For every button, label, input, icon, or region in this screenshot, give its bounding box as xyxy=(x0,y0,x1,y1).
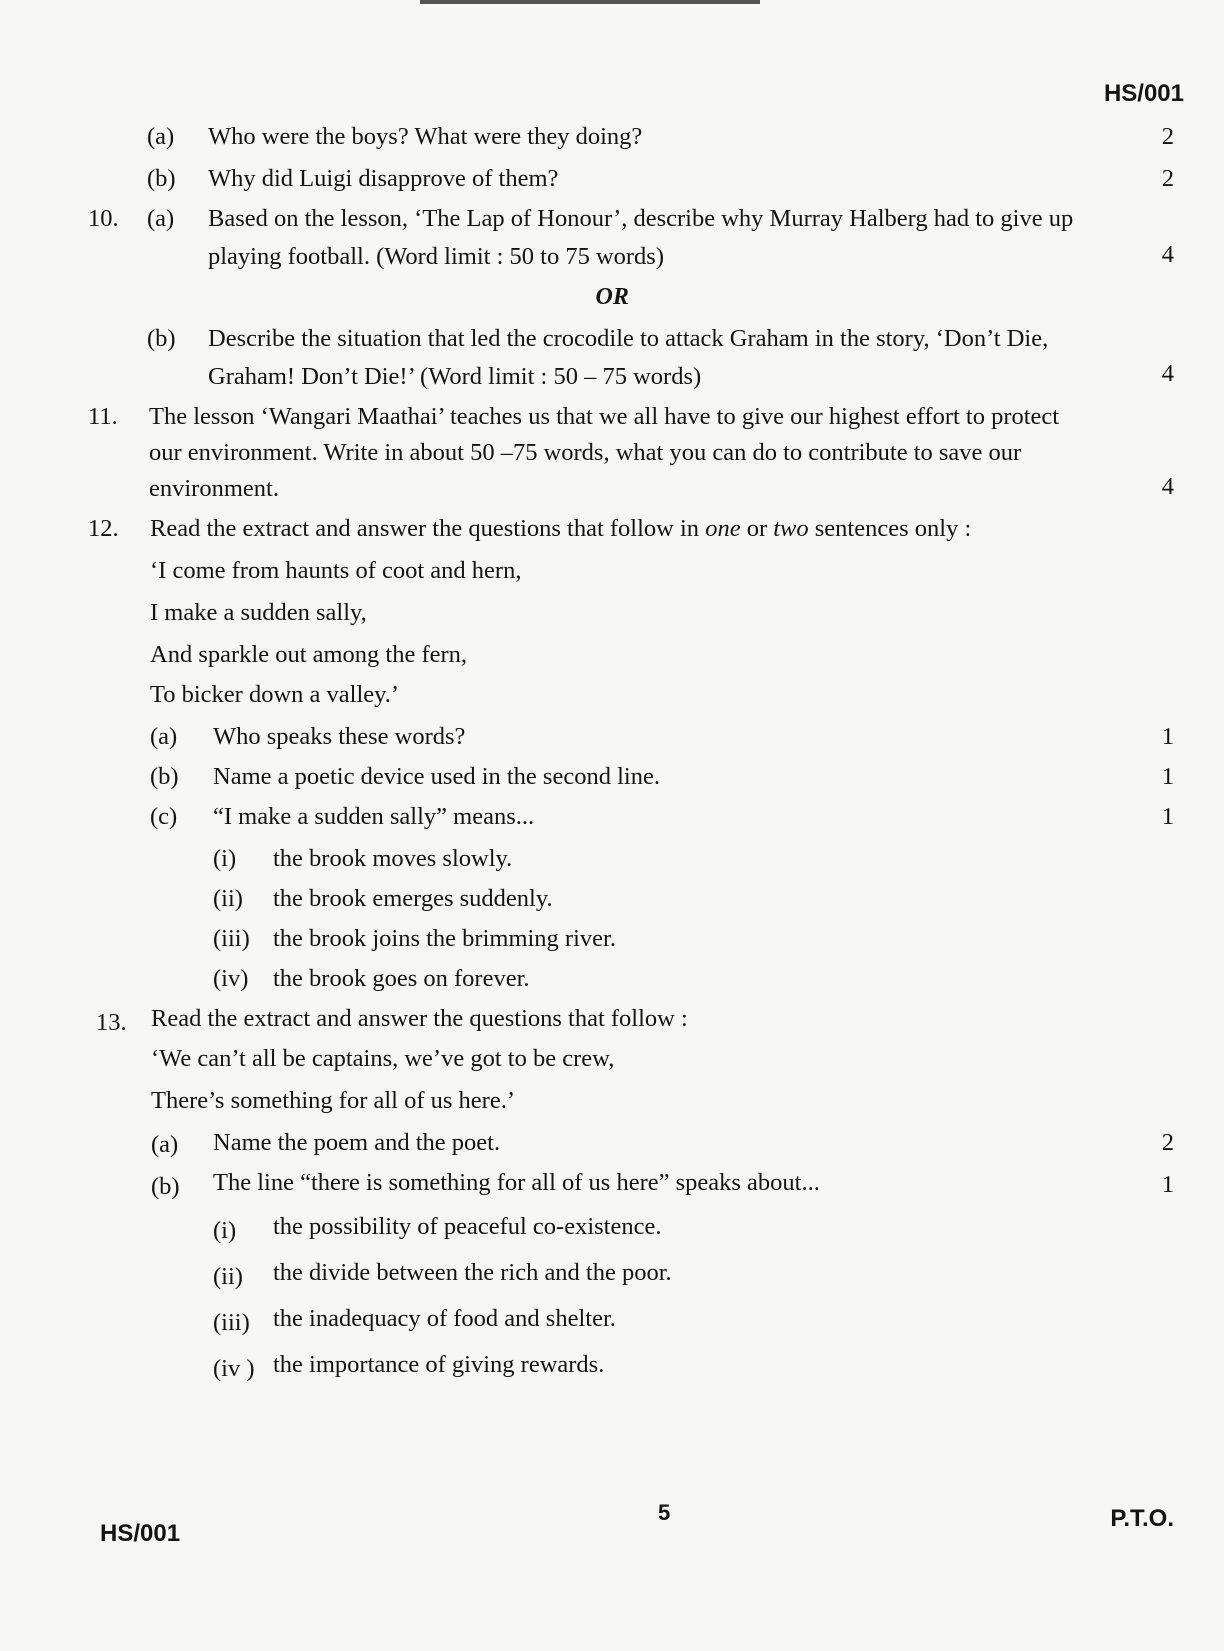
q10-number: 10. xyxy=(88,205,119,232)
header-code: HS/001 xyxy=(1103,80,1184,107)
q12-option-label: (iii) xyxy=(213,925,250,952)
q12-number: 12. xyxy=(88,515,119,542)
q13-poem-line-1: ‘We can’t all be captains, we’ve got to be crew, xyxy=(151,1045,615,1072)
q10a-marks: 4 xyxy=(1161,241,1174,268)
page-number: 5 xyxy=(658,1500,671,1525)
q11-marks: 4 xyxy=(1161,473,1174,500)
q9b-marks: 2 xyxy=(1161,165,1174,192)
q12-option-text: the brook goes on forever. xyxy=(273,965,530,992)
q12-option-label: (ii) xyxy=(213,885,243,912)
q13-option-text: the divide between the rich and the poor. xyxy=(273,1259,672,1286)
q12-poem-line-2: I make a sudden sally, xyxy=(150,599,367,626)
q12c-label: (c) xyxy=(150,803,178,830)
q9b-label: (b) xyxy=(147,165,176,192)
top-rule xyxy=(420,0,760,4)
q13-number: 13. xyxy=(96,1009,127,1036)
pto-label: P.T.O. xyxy=(1110,1505,1174,1532)
q10a-line2: playing football. (Word limit : 50 to 75 words) xyxy=(208,243,664,270)
q11-line1: The lesson ‘Wangari Maathai’ teaches us that we all have to give our highest effort to protect xyxy=(149,403,1060,430)
q13-intro: Read the extract and answer the questions that follow : xyxy=(151,1005,688,1032)
q12-option-text: the brook moves slowly. xyxy=(273,845,513,872)
q12a-label: (a) xyxy=(150,723,178,750)
q13b-text: The line “there is something for all of us here” speaks about... xyxy=(213,1169,820,1196)
q12c-text: “I make a sudden sally” means... xyxy=(213,803,535,830)
q13-option-text: the importance of giving rewards. xyxy=(273,1351,605,1378)
q12-option-text: the brook joins the brimming river. xyxy=(273,925,616,952)
q12b-marks: 1 xyxy=(1161,763,1174,790)
q13b-label: (b) xyxy=(151,1173,180,1200)
q13-option-label: (iii) xyxy=(213,1309,250,1336)
q10b-line2: Graham! Don’t Die!’ (Word limit : 50 – 75 words) xyxy=(208,363,702,390)
q10b-line1: Describe the situation that led the crocodile to attack Graham in the story, ‘Don’t Die, xyxy=(208,325,1049,352)
q13a-label: (a) xyxy=(151,1131,179,1158)
q13-option-label: (ii) xyxy=(213,1263,243,1290)
q11-line3: environment. xyxy=(149,475,279,502)
q9a-marks: 2 xyxy=(1161,123,1174,150)
q13-option-label: (i) xyxy=(213,1217,237,1244)
q13-option-text: the possibility of peaceful co-existence. xyxy=(273,1213,662,1240)
q12-option-label: (iv) xyxy=(213,965,249,992)
q10a-line1: Based on the lesson, ‘The Lap of Honour’, describe why Murray Halberg had to give up xyxy=(208,205,1074,232)
q9b-text: Why did Luigi disapprove of them? xyxy=(208,165,559,192)
q13-poem-line-2: There’s something for all of us here.’ xyxy=(151,1087,515,1114)
q12-option-text: the brook emerges suddenly. xyxy=(273,885,553,912)
footer-code: HS/001 xyxy=(100,1520,181,1547)
q12c-marks: 1 xyxy=(1161,803,1174,830)
q9a-label: (a) xyxy=(147,123,175,150)
q12-intro: Read the extract and answer the questions that follow in one or two sentences only : xyxy=(150,515,972,542)
q9a-text: Who were the boys? What were they doing? xyxy=(208,123,643,150)
q12b-text: Name a poetic device used in the second line. xyxy=(213,763,660,790)
or-divider: OR xyxy=(595,284,629,310)
q12a-marks: 1 xyxy=(1161,723,1174,750)
q10b-marks: 4 xyxy=(1161,360,1174,387)
q12-poem-line-1: ‘I come from haunts of coot and hern, xyxy=(150,557,522,584)
q12-option-label: (i) xyxy=(213,845,237,872)
q13a-text: Name the poem and the poet. xyxy=(213,1129,501,1156)
q11-number: 11. xyxy=(88,403,118,430)
q12b-label: (b) xyxy=(150,763,179,790)
q13-option-label: (iv ) xyxy=(213,1355,255,1382)
q13-option-text: the inadequacy of food and shelter. xyxy=(273,1305,616,1332)
q11-line2: our environment. Write in about 50 –75 words, what you can do to contribute to save our xyxy=(149,439,1022,466)
q12-poem-line-3: And sparkle out among the fern, xyxy=(150,641,468,668)
q10a-label: (a) xyxy=(147,205,175,232)
q12-poem-line-4: To bicker down a valley.’ xyxy=(150,681,400,708)
q12a-text: Who speaks these words? xyxy=(213,723,466,750)
q10b-label: (b) xyxy=(147,325,176,352)
q13a-marks: 2 xyxy=(1161,1129,1174,1156)
q13b-marks: 1 xyxy=(1161,1171,1174,1198)
